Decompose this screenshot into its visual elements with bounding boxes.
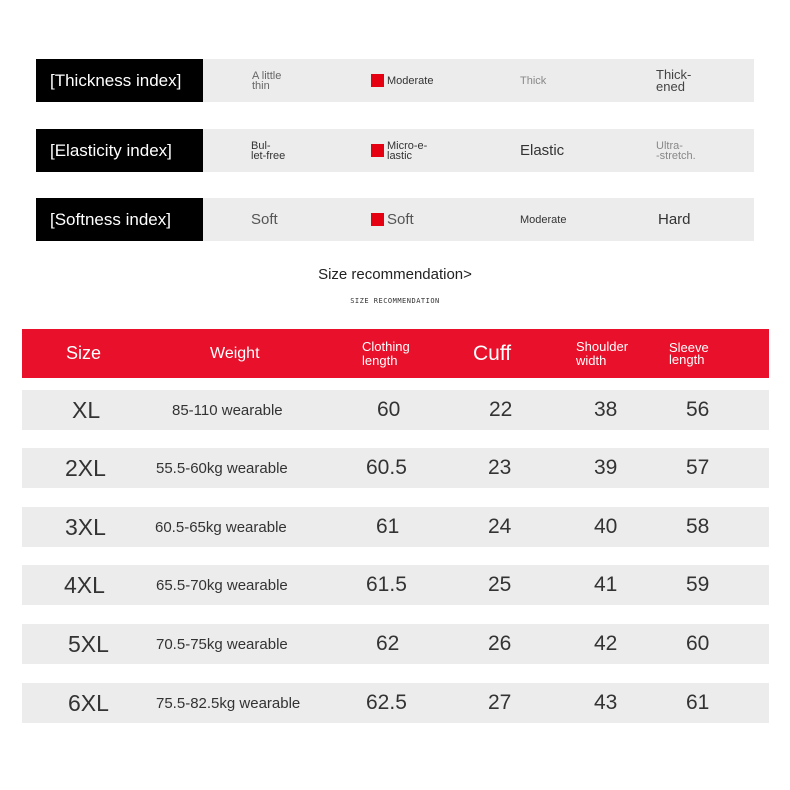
cell-sleeve-length: 56 — [686, 398, 710, 421]
cell-cuff: 24 — [488, 515, 512, 538]
thickness-option-thickened: Thick- ened — [656, 66, 692, 94]
cell-size: 3XL — [65, 513, 106, 540]
table-row — [22, 624, 769, 664]
size-table-header — [22, 329, 769, 378]
elasticity-index-row — [36, 129, 754, 172]
cell-sleeve-length: 59 — [686, 573, 710, 596]
cell-weight: 65.5-70kg wearable — [156, 576, 288, 594]
selected-marker-icon — [371, 213, 384, 226]
selected-marker-icon — [371, 74, 384, 87]
softness-option-hard: Hard — [658, 211, 691, 228]
cell-shoulder-width: 40 — [594, 515, 618, 538]
thickness-option-a-little-thin: A little thin — [252, 69, 282, 92]
cell-cuff: 27 — [488, 691, 512, 714]
cell-sleeve-length: 61 — [686, 691, 710, 714]
thickness-option-moderate: Moderate — [371, 59, 433, 102]
elasticity-option-ultra-stretch: Ultra- -stretch. — [656, 139, 696, 162]
thickness-option-thick: Thick — [520, 74, 547, 87]
cell-shoulder-width: 43 — [594, 691, 618, 714]
thickness-index-row — [36, 59, 754, 102]
size-recommendation-subtitle: SIZE RECOMMENDATION — [350, 297, 440, 305]
softness-option-soft-selected: Soft — [371, 198, 414, 241]
cell-sleeve-length: 58 — [686, 515, 710, 538]
cell-clothing-length: 61.5 — [366, 573, 407, 596]
header-weight: Weight — [210, 344, 260, 362]
cell-cuff: 25 — [488, 573, 512, 596]
softness-index-label: [Softness index] — [36, 198, 203, 241]
table-row — [22, 390, 769, 430]
elasticity-option-elastic: Elastic — [520, 142, 565, 159]
table-row — [22, 507, 769, 547]
header-sleeve-length: Sleeve length — [669, 339, 709, 367]
cell-clothing-length: 61 — [376, 515, 400, 538]
cell-clothing-length: 60.5 — [366, 456, 407, 479]
table-row — [22, 683, 769, 723]
header-clothing-length: Clothing length — [362, 338, 410, 368]
cell-weight: 55.5-60kg wearable — [156, 459, 288, 477]
size-recommendation-title: Size recommendation> — [318, 266, 472, 283]
cell-shoulder-width: 38 — [594, 398, 618, 421]
cell-clothing-length: 62 — [376, 632, 400, 655]
cell-cuff: 23 — [488, 456, 512, 479]
cell-cuff: 26 — [488, 632, 512, 655]
header-size: Size — [66, 343, 102, 363]
cell-size: 4XL — [64, 571, 105, 598]
cell-size: 2XL — [65, 454, 106, 481]
header-cuff: Cuff — [473, 341, 512, 365]
table-row — [22, 565, 769, 605]
elasticity-index-label: [Elasticity index] — [36, 129, 203, 172]
cell-sleeve-length: 57 — [686, 456, 710, 479]
header-shoulder-width: Shoulder width — [576, 338, 629, 368]
thickness-index-label: [Thickness index] — [36, 59, 203, 102]
elasticity-option-bullet-free: Bul- let-free — [251, 139, 286, 162]
cell-size: XL — [72, 396, 101, 423]
cell-shoulder-width: 39 — [594, 456, 618, 479]
softness-index-row — [36, 198, 754, 241]
cell-size: 6XL — [68, 689, 109, 716]
table-row — [22, 448, 769, 488]
cell-weight: 85-110 wearable — [172, 401, 283, 419]
softness-option-moderate: Moderate — [520, 213, 567, 226]
cell-cuff: 22 — [489, 398, 513, 421]
cell-sleeve-length: 60 — [686, 632, 710, 655]
cell-shoulder-width: 41 — [594, 573, 618, 596]
cell-clothing-length: 60 — [377, 398, 401, 421]
cell-shoulder-width: 42 — [594, 632, 618, 655]
selected-marker-icon — [371, 144, 384, 157]
cell-weight: 70.5-75kg wearable — [156, 635, 288, 653]
cell-weight: 60.5-65kg wearable — [155, 518, 287, 536]
cell-weight: 75.5-82.5kg wearable — [156, 694, 301, 712]
elasticity-option-micro-elastic: Micro-e- lastic — [371, 129, 427, 172]
softness-option-soft: Soft — [251, 211, 278, 228]
cell-clothing-length: 62.5 — [366, 691, 407, 714]
cell-size: 5XL — [68, 630, 109, 657]
